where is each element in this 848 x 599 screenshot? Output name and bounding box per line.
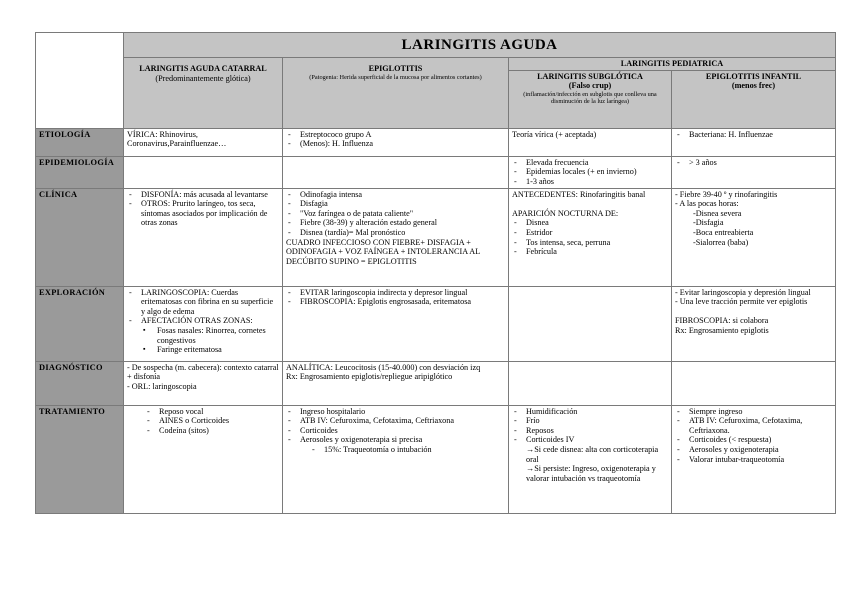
- cell-etiologia-infantil: [672, 128, 836, 156]
- list-item: - Aerosoles y oxigenoterapia: [689, 445, 832, 455]
- cell-text: -Disnea severa: [693, 208, 742, 218]
- col-subtitle: (inflamación/infección en subglotis que conlleva una disminución de la luz laríngea): [523, 90, 657, 106]
- cell-epidemiologia-subglotica: [509, 156, 672, 188]
- cell-exploracion-infantil: [672, 286, 836, 361]
- row-tratamiento: [36, 405, 836, 513]
- row-diagnostico: [36, 361, 836, 405]
- list-item: - Corticoides IV: [526, 435, 668, 445]
- cell-epidemiologia-catarral: [124, 156, 283, 188]
- cell-epidemiologia-infantil: [672, 156, 836, 188]
- list-item: - > 3 años: [689, 158, 832, 168]
- list-item: - Odinofagia intensa: [300, 190, 505, 200]
- col-subtitle: (Predominantemente glótica): [155, 73, 251, 83]
- col-header-catarral: [124, 58, 283, 129]
- col-alt: (menos frec): [731, 81, 776, 91]
- list-item: - LARINGOSCOPIA: Cuerdas eritematosas con fibrina en su superficie y algo de edema: [141, 288, 279, 317]
- list-item: - Epidemias locales (+ en invierno): [526, 167, 668, 177]
- list-item: - Febrícula: [526, 247, 668, 257]
- laringitis-table: [35, 32, 836, 514]
- cell-clinica-catarral: [124, 188, 283, 286]
- cell-tratamiento-epiglotitis: [283, 405, 509, 513]
- list-item: - Aerosoles y oxigenoterapia si precisa: [300, 435, 505, 445]
- cell-text: Rx: Engrosamiento epiglotis: [675, 325, 769, 335]
- list-item: - Tos intensa, seca, perruna: [526, 238, 668, 248]
- row-label: TRATAMIENTO: [36, 405, 124, 513]
- row-label: CLÍNICA: [36, 188, 124, 286]
- cell-text: APARICIÓN NOCTURNA DE:: [512, 208, 619, 218]
- cell-text: →Si cede disnea: alta con corticoterapia oral: [526, 444, 659, 464]
- list-item: - DISFONÍA: más acusada al levantarse: [141, 190, 279, 200]
- list-item: - 15%: Traqueotomía o intubación: [324, 445, 505, 455]
- list-item: - Disnea: [526, 218, 668, 228]
- list-item: - AFECTACIÓN OTRAS ZONAS:: [141, 316, 279, 326]
- cell-text: - Evitar laringoscopia y depresión lingual: [675, 287, 811, 297]
- col-alt: (Falso crup): [568, 81, 612, 91]
- row-clinica: [36, 188, 836, 286]
- col-subtitle: (Patogenia: Herida superficial de la mucosa por alimentos cortantes): [309, 73, 482, 81]
- list-item: - Reposo vocal: [159, 407, 279, 417]
- cell-etiologia-epiglotitis: [283, 128, 509, 156]
- list-item: - Codeína (sitos): [159, 426, 279, 436]
- list-item: - 1-3 años: [526, 177, 668, 187]
- list-item: - ATB IV: Cefuroxima, Cefotaxima, Ceftriaxona: [300, 416, 505, 426]
- list-item: - Valorar intubar-traqueotomía: [689, 455, 832, 465]
- col-title: LARINGITIS SUBGLÓTICA: [537, 71, 643, 81]
- cell-epidemiologia-epiglotitis: [283, 156, 509, 188]
- cell-text: -Sialorrea (baba): [693, 237, 749, 247]
- summary-text: CUADRO INFECCIOSO CON FIEBRE+ DISFAGIA + ODINOFAGIA + VOZ FAÍNGEA + INTOLERANCIA AL DECÚBITO SUPINO = EPIGLOTITIS: [286, 237, 480, 266]
- cell-text: - Una leve tracción permite ver epiglotis: [675, 297, 808, 307]
- row-label: EXPLORACIÓN: [36, 286, 124, 361]
- col-title: LARINGITIS AGUDA CATARRAL: [139, 64, 267, 73]
- list-item: - Disnea (tardía)= Mal pronóstico: [300, 228, 505, 238]
- list-item: - OTROS: Prurito laríngeo, tos seca, síntomas asociados por implicación de otras zonas: [141, 199, 279, 228]
- cell-etiologia-catarral: [124, 128, 283, 156]
- cell-text: -Boca entreabierta: [693, 227, 754, 237]
- cell-diagnostico-subglotica: [509, 361, 672, 405]
- cell-text: ANTECEDENTES: Rinofaringitis banal: [512, 189, 646, 199]
- list-item: - Siempre ingreso: [689, 407, 832, 417]
- cell-text: -Disfagia: [693, 218, 724, 228]
- cell-text: - De sospecha (m. cabecera): contexto catarral + disfonía: [127, 362, 279, 382]
- list-item: - Disfagia: [300, 199, 505, 209]
- row-label: EPIDEMIOLOGÍA: [36, 156, 124, 188]
- cell-text: - A las pocas horas:: [675, 199, 739, 209]
- cell-text: Rx: Engrosamiento epiglotis/repliegue aripiglótico: [286, 372, 453, 382]
- cell-etiologia-subglotica: Teoría vírica (+ aceptada): [509, 128, 672, 156]
- row-epidemiologia: [36, 156, 836, 188]
- row-exploracion: [36, 286, 836, 361]
- cell-text: - ORL: laringoscopia: [127, 381, 197, 391]
- list-item: - Ingreso hospitalario: [300, 407, 505, 417]
- col-header-pediatrica: LARINGITIS PEDIATRICA: [509, 58, 836, 71]
- list-item: - AINES o Corticoides: [159, 416, 279, 426]
- cell-text: FIBROSCOPIA: si colabora: [675, 316, 769, 326]
- cell-clinica-infantil: [672, 188, 836, 286]
- cell-text: ANALÍTICA: Leucocitosis (15-40.000) con desviación izq: [286, 362, 481, 372]
- list-item: ▪ Fosas nasales: Rinorrea, cornetes congestivos: [157, 326, 279, 345]
- cell-tratamiento-catarral: [124, 405, 283, 513]
- page-title: LARINGITIS AGUDA: [124, 33, 836, 58]
- list-item: - Humidificación: [526, 407, 668, 417]
- list-item: - Frío: [526, 416, 668, 426]
- list-item: ▪ Faringe eritematosa: [157, 345, 279, 355]
- cell-text: - Fiebre 39-40 º y rinofaringitis: [675, 189, 778, 199]
- list-item: - Estreptococo grupo A: [300, 130, 505, 140]
- list-item: - Corticoides: [300, 426, 505, 436]
- list-item: - Fiebre (38-39) y alteración estado general: [300, 218, 505, 228]
- list-item: - "Voz faríngea o de patata caliente": [300, 209, 505, 219]
- list-item: - Bacteriana: H. Influenzae: [689, 130, 832, 140]
- cell-diagnostico-infantil: [672, 361, 836, 405]
- cell-exploracion-epiglotitis: [283, 286, 509, 361]
- cell-diagnostico-catarral: [124, 361, 283, 405]
- cell-tratamiento-infantil: [672, 405, 836, 513]
- cell-text: Coronavirus,Parainfluenzae…: [127, 139, 227, 149]
- cell-text: →Si persiste: Ingreso, oxigenoterapia y valorar intubación vs traqueotomía: [526, 464, 656, 483]
- cell-exploracion-catarral: [124, 286, 283, 361]
- list-item: - Estridor: [526, 228, 668, 238]
- cell-diagnostico-epiglotitis: [283, 361, 509, 405]
- list-item: - EVITAR laringoscopia indirecta y depresor lingual: [300, 288, 505, 298]
- row-label: ETIOLOGÍA: [36, 128, 124, 156]
- list-item: - Corticoides (< respuesta): [689, 435, 832, 445]
- row-label: DIAGNÓSTICO: [36, 361, 124, 405]
- col-header-epiglotitis: [283, 58, 509, 129]
- corner-cell: [36, 33, 124, 129]
- col-title: EPIGLOTITIS INFANTIL: [705, 71, 802, 81]
- col-header-epiglotitis-infantil: [672, 70, 836, 128]
- cell-exploracion-subglotica: [509, 286, 672, 361]
- cell-tratamiento-subglotica: [509, 405, 672, 513]
- col-title: EPIGLOTITIS: [368, 64, 423, 73]
- list-item: - Elevada frecuencia: [526, 158, 668, 168]
- cell-text: VÍRICA: Rhinovirus,: [127, 129, 198, 139]
- cell-clinica-epiglotitis: [283, 188, 509, 286]
- cell-clinica-subglotica: [509, 188, 672, 286]
- list-item: - (Menos): H. Influenza: [300, 139, 505, 149]
- row-etiologia: [36, 128, 836, 156]
- list-item: - FIBROSCOPIA: Epiglotis engrosasada, eritematosa: [300, 297, 505, 307]
- list-item: - Reposos: [526, 426, 668, 436]
- col-header-subglotica: [509, 70, 672, 128]
- list-item: - ATB IV: Cefuroxima, Cefotaxima, Ceftriaxona.: [689, 416, 832, 435]
